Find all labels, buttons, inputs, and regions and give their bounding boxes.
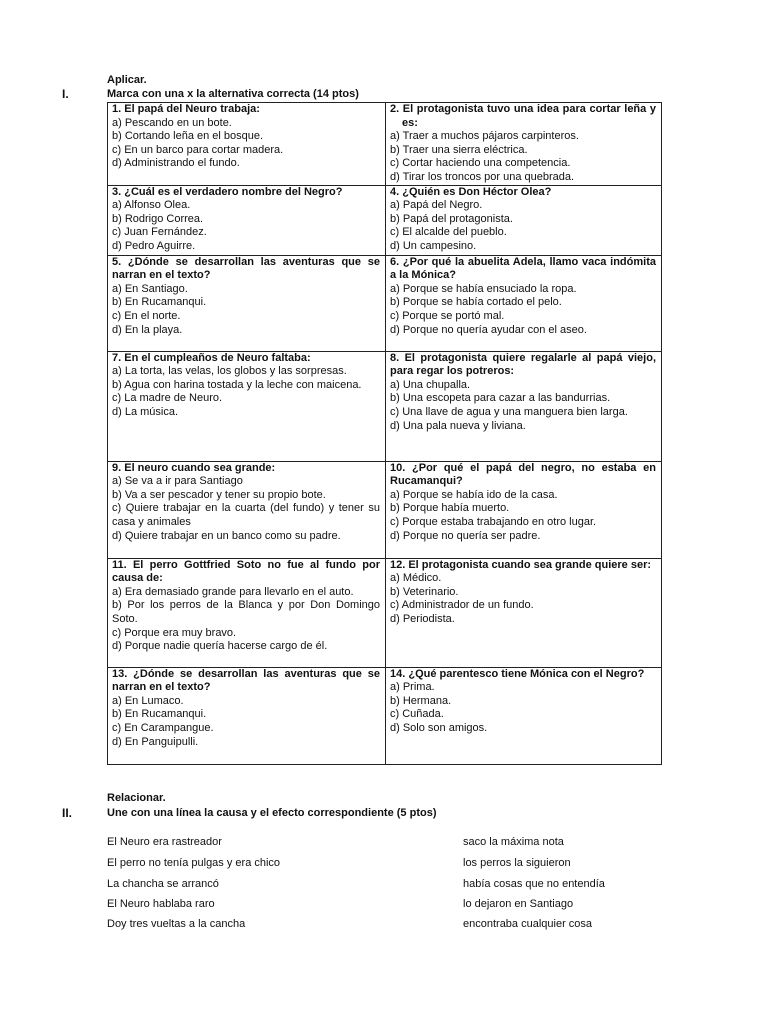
question-cell-7	[108, 351, 386, 461]
option-c: c) Cortar haciendo una competencia.	[390, 157, 571, 170]
effect-item: encontraba cualquier cosa	[463, 918, 593, 930]
option-d: d) Porque no quería ayudar con el aseo.	[390, 323, 587, 336]
effect-item: saco la máxima nota	[463, 836, 564, 848]
option-c: c) La madre de Neuro.	[112, 392, 223, 405]
option-c: c) Porque se portó mal.	[390, 309, 505, 322]
question-title: 6. ¿Por qué la abuelita Adela, llamo vaca indómita a la Mónica?	[390, 255, 656, 282]
question-title: 14. ¿Qué parentesco tiene Mónica con el Negro?	[390, 667, 645, 680]
question-title: 8. El protagonista quiere regalarle al papá viejo, para regar los potreros:	[390, 351, 656, 378]
option-a: a) La torta, las velas, los globos y las sorpresas.	[112, 365, 347, 378]
option-d: d) En Panguipulli.	[112, 735, 199, 748]
cause-item: El Neuro era rastreador	[107, 836, 222, 848]
option-d: d) Periodista.	[390, 612, 455, 625]
effect-item: había cosas que no entendía	[463, 878, 605, 890]
effect-item: los perros la siguieron	[463, 857, 571, 869]
option-b: b) Papá del protagonista.	[390, 212, 513, 225]
option-a: a) Alfonso Olea.	[112, 199, 191, 212]
option-c: c) Administrador de un fundo.	[390, 599, 534, 612]
cause-item: La chancha se arrancó	[107, 878, 219, 890]
question-title: 3. ¿Cuál es el verdadero nombre del Negro?	[112, 185, 343, 198]
option-b: b) Una escopeta para cazar a las bandurrias.	[390, 392, 611, 405]
option-a: a) En Lumaco.	[112, 694, 184, 707]
question-cell-6	[386, 255, 662, 351]
option-a: a) Papá del Negro.	[390, 199, 483, 212]
option-c: c) Una llave de agua y una manguera bien larga.	[390, 405, 628, 418]
question-cell-2	[386, 103, 662, 186]
question-title: 2. El protagonista tuvo una idea para cortar leña y es:	[390, 103, 656, 129]
question-cell-14	[386, 667, 662, 764]
option-a: a) En Santiago.	[112, 282, 188, 295]
question-title: 4. ¿Quién es Don Héctor Olea?	[390, 185, 552, 198]
section-1-heading: Aplicar.	[107, 74, 147, 86]
option-a: a) Prima.	[390, 681, 435, 694]
option-b: b) Por los perros de la Blanca y por Don Domingo Soto.	[112, 599, 380, 625]
option-d: d) Pedro Aguirre.	[112, 239, 196, 252]
question-cell-13	[108, 667, 386, 764]
option-c: c) En un barco para cortar madera.	[112, 143, 284, 156]
option-c: c) Juan Fernández.	[112, 226, 207, 239]
cause-item: El perro no tenía pulgas y era chico	[107, 857, 281, 869]
option-c: c) Quiere trabajar en la cuarta (del fundo) y tener su casa y animales	[112, 502, 380, 528]
option-b: b) Porque se había cortado el pelo.	[390, 296, 562, 309]
question-title: 12. El protagonista cuando sea grande quiere ser:	[390, 558, 652, 571]
option-c: c) En el norte.	[112, 309, 181, 322]
option-a: a) Pescando en un bote.	[112, 116, 232, 129]
cause-item: Doy tres vueltas a la cancha	[107, 918, 246, 930]
option-d: d) Tirar los troncos por una quebrada.	[390, 170, 575, 183]
question-cell-4	[386, 185, 662, 255]
option-d: d) Administrando el fundo.	[112, 157, 240, 170]
question-title: 7. En el cumpleaños de Neuro faltaba:	[112, 351, 311, 364]
option-a: a) Médico.	[390, 572, 442, 585]
option-b: b) Veterinario.	[390, 585, 459, 598]
question-title: 9. El neuro cuando sea grande:	[112, 461, 276, 474]
question-cell-10	[386, 461, 662, 558]
question-title: 10. ¿Por qué el papá del negro, no estaba en Rucamanqui?	[390, 461, 656, 488]
option-a: a) Una chupalla.	[390, 378, 471, 391]
option-b: b) Cortando leña en el bosque.	[112, 130, 264, 143]
question-cell-3	[108, 185, 386, 255]
option-b: b) En Rucamanqui.	[112, 296, 207, 309]
option-a: a) Porque se había ensuciado la ropa.	[390, 282, 577, 295]
question-title: 5. ¿Dónde se desarrollan las aventuras que se narran en el texto?	[112, 255, 380, 282]
question-title: 11. El perro Gottfried Soto no fue al fundo por causa de:	[112, 558, 380, 585]
section-2-heading: Relacionar.	[107, 792, 166, 804]
effect-item: lo dejaron en Santiago	[463, 898, 574, 910]
option-c: c) Cuñada.	[390, 708, 444, 721]
question-title: 1. El papá del Neuro trabaja:	[112, 103, 260, 115]
option-b: b) En Rucamanqui.	[112, 708, 207, 721]
question-cell-5	[108, 255, 386, 351]
option-a: a) Traer a muchos pájaros carpinteros.	[390, 130, 579, 143]
questions-table	[107, 102, 662, 765]
option-d: d) Solo son amigos.	[390, 721, 488, 734]
cause-item: El Neuro hablaba raro	[107, 898, 215, 910]
option-b: b) Traer una sierra eléctrica.	[390, 143, 528, 156]
question-cell-12	[386, 558, 662, 667]
option-d: d) Porque nadie quería hacerse cargo de él.	[112, 640, 328, 653]
option-b: b) Rodrigo Correa.	[112, 212, 204, 225]
option-a: a) Porque se había ido de la casa.	[390, 488, 558, 501]
question-title: 13. ¿Dónde se desarrollan las aventuras que se narran en el texto?	[112, 667, 380, 694]
option-c: c) En Carampangue.	[112, 721, 214, 734]
section-1-instruction: Marca con una x la alternativa correcta (14 ptos)	[107, 88, 359, 100]
option-b: b) Va a ser pescador y tener su propio bote.	[112, 488, 326, 501]
option-a: a) Se va a ir para Santiago	[112, 475, 243, 488]
option-d: d) La música.	[112, 405, 179, 418]
question-cell-11	[108, 558, 386, 667]
option-c: c) El alcalde del pueblo.	[390, 226, 507, 239]
option-b: b) Agua con harina tostada y la leche con maicena.	[112, 378, 362, 391]
section-1-numeral: I.	[62, 87, 69, 101]
section-2-numeral: II.	[62, 806, 73, 820]
option-c: c) Porque era muy bravo.	[112, 626, 237, 639]
option-d: d) Un campesino.	[390, 239, 477, 252]
option-c: c) Porque estaba trabajando en otro lugar.	[390, 515, 597, 528]
option-d: d) Quiere trabajar en un banco como su padre.	[112, 529, 341, 542]
question-cell-9	[108, 461, 386, 558]
option-d: d) En la playa.	[112, 323, 183, 336]
section-2-instruction: Une con una línea la causa y el efecto correspondiente (5 ptos)	[107, 807, 437, 819]
option-b: b) Hermana.	[390, 694, 452, 707]
question-cell-1	[108, 103, 386, 186]
option-a: a) Era demasiado grande para llevarlo en el auto.	[112, 585, 354, 598]
option-d: d) Porque no quería ser padre.	[390, 529, 541, 542]
option-d: d) Una pala nueva y liviana.	[390, 419, 526, 432]
option-b: b) Porque había muerto.	[390, 502, 510, 515]
question-cell-8	[386, 351, 662, 461]
